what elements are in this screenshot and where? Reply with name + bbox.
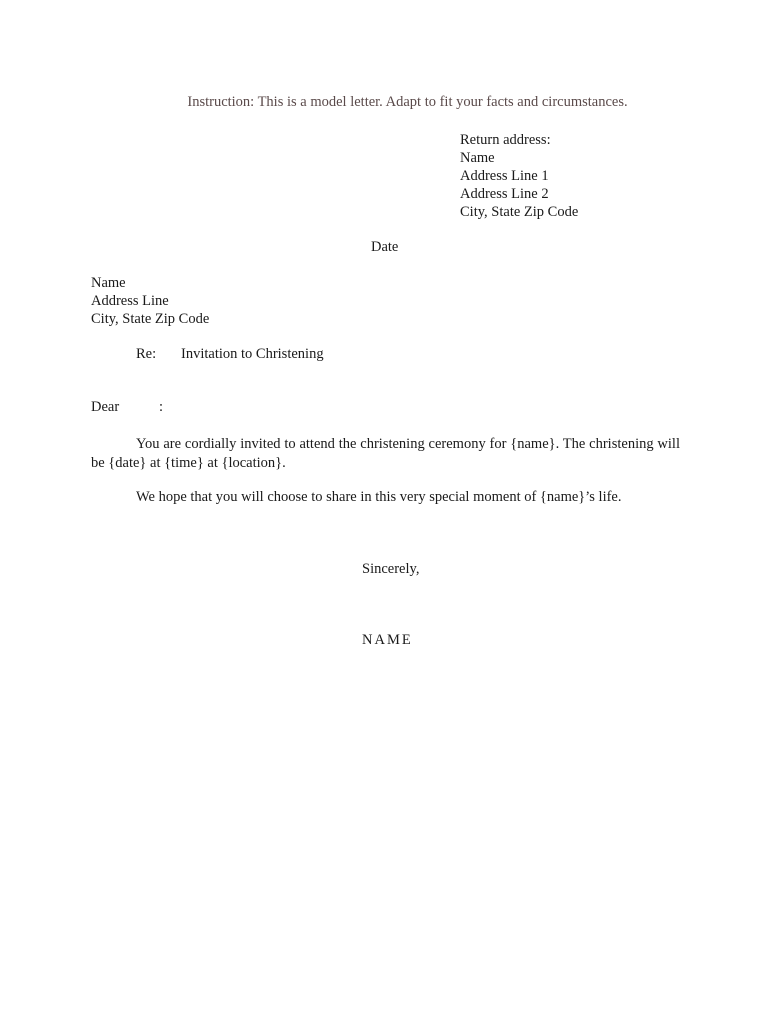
recipient-name: Name [91,275,126,291]
return-address-city-state-zip: City, State Zip Code [460,204,579,220]
recipient-address-line: Address Line [91,293,169,309]
body-paragraph-2: We hope that you will choose to share in this very special moment of {name}’s life. [136,489,622,505]
recipient-address-block [91,274,209,328]
re-label: Re: [136,346,157,362]
closing: Sincerely, [362,561,420,577]
return-address-line2: Address Line 2 [460,186,549,202]
recipient-city-state-zip: City, State Zip Code [91,311,210,327]
return-address-heading: Return address: [460,132,551,148]
return-address-block [460,131,578,221]
re-subject: Invitation to Christening [181,346,324,362]
letter-date: Date [371,239,399,255]
instruction-note: Instruction: This is a model letter. Adapt to fit your facts and circumstances. [187,94,628,110]
salutation: Dear [91,399,120,415]
salutation-colon: : [159,399,164,415]
return-address-line1: Address Line 1 [460,168,549,184]
body-paragraph-1: You are cordially invited to attend the christening ceremony for {name}. The christening will be {date} at {time} at {location}. [91,436,680,471]
signature-name: NAME [362,632,413,648]
return-address-name: Name [460,150,495,166]
